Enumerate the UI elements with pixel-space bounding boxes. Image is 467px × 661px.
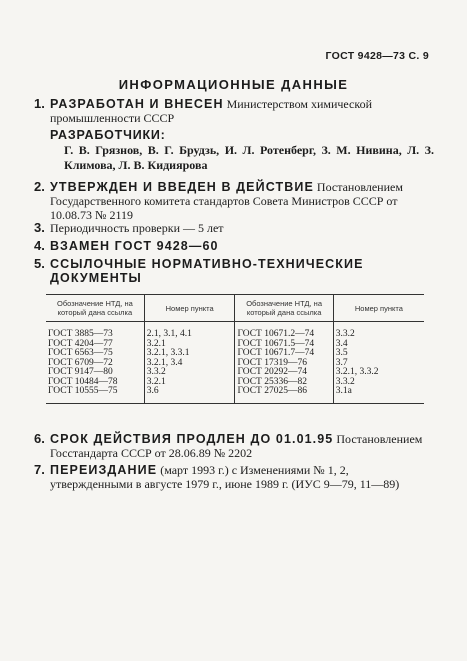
clause-number: 3.7 xyxy=(335,357,348,368)
clause-number: 3.2.1, 3.3.2 xyxy=(335,367,379,377)
doc-designation: ГОСТ 27025—86 xyxy=(237,386,307,396)
developers-heading: РАЗРАБОТЧИКИ: xyxy=(50,128,166,142)
header-doc-left: Обозначение НТД, на который дана ссылка xyxy=(46,295,144,322)
item-5 xyxy=(34,257,430,285)
doc-designation: ГОСТ 4204—77 xyxy=(48,338,113,349)
page-header: ГОСТ 9428—73 С. 9 xyxy=(325,50,429,62)
item-7-number: 7. xyxy=(34,462,45,477)
table-row xyxy=(46,322,424,404)
doc-designation: ГОСТ 6709—72 xyxy=(48,357,113,368)
item-2-text: Постановлением Государственного комитета стандартов Совета Министров СССР от 10.08.73 № 2119 xyxy=(50,180,403,222)
item-6-text: Постановлением Госстандарта СССР от 28.06.89 № 2202 xyxy=(50,432,423,460)
section-title: ИНФОРМАЦИОННЫЕ ДАННЫЕ xyxy=(118,77,349,92)
item-5-number: 5. xyxy=(34,256,45,271)
doc-designation: ГОСТ 9147—80 xyxy=(48,367,113,377)
item-6-heading: СРОК ДЕЙСТВИЯ ПРОДЛЕН ДО 01.01.95 xyxy=(50,432,334,446)
header-item-right: Номер пункта xyxy=(333,295,424,322)
item-4-number: 4. xyxy=(34,238,45,253)
clause-number: 3.2.1 xyxy=(146,338,166,349)
item-6 xyxy=(34,432,430,460)
item-7-text: (март 1993 г.) с Изменениями № 1, 2, утвержденными в августе 1979 г., июне 1989 г. (ИУС 9—79, 11—89) xyxy=(50,463,400,491)
item-2-number: 2. xyxy=(34,179,45,194)
clause-number: 3.2.1, 3.3.1 xyxy=(146,348,190,358)
clause-number: 3.2.1 xyxy=(146,376,166,387)
item-3 xyxy=(34,221,430,235)
clause-number: 2.1, 3.1, 4.1 xyxy=(146,329,192,339)
doc-designation: ГОСТ 10484—78 xyxy=(48,376,118,387)
item-1 xyxy=(34,97,430,125)
clause-number: 3.2.1, 3.4 xyxy=(146,357,183,368)
right-docs-cell xyxy=(235,322,333,404)
header-item-left: Номер пункта xyxy=(144,295,235,322)
references-table xyxy=(46,294,424,404)
doc-designation: ГОСТ 25336—82 xyxy=(237,376,307,387)
doc-designation: ГОСТ 20292—74 xyxy=(237,367,307,377)
item-1-text: Министерством химической промышленности СССР xyxy=(50,97,373,125)
clause-number: 3.4 xyxy=(335,338,348,349)
item-1-number: 1. xyxy=(34,96,45,111)
header-doc-right: Обозначение НТД, на который дана ссылка xyxy=(235,295,333,322)
item-4 xyxy=(34,239,430,253)
doc-designation: ГОСТ 10555—75 xyxy=(48,386,118,396)
clause-number: 3.3.2 xyxy=(146,367,166,377)
item-2-heading: УТВЕРЖДЕН И ВВЕДЕН В ДЕЙСТВИЕ xyxy=(50,180,314,194)
doc-designation: ГОСТ 10671.2—74 xyxy=(237,329,315,339)
developers-list: Г. В. Грязнов, В. Г. Брудзь, И. Л. Ротенберг, З. М. Нивина, Л. З. Климова, Л. В. Кидиярова xyxy=(64,143,434,172)
item-7-heading: ПЕРЕИЗДАНИЕ xyxy=(50,463,158,477)
right-items-cell xyxy=(333,322,424,404)
doc-designation: ГОСТ 3885—73 xyxy=(48,329,113,339)
clause-number: 3.1а xyxy=(335,386,352,396)
item-5-heading: ССЫЛОЧНЫЕ НОРМАТИВНО-ТЕХНИЧЕСКИЕ ДОКУМЕНТЫ xyxy=(50,257,364,285)
doc-designation: ГОСТ 17319—76 xyxy=(237,357,307,368)
item-4-heading: ВЗАМЕН ГОСТ 9428—60 xyxy=(50,239,219,253)
item-7 xyxy=(34,463,430,491)
item-2 xyxy=(34,180,430,222)
doc-designation: ГОСТ 6563—75 xyxy=(48,348,113,358)
clause-number: 3.3.2 xyxy=(335,329,355,339)
clause-number: 3.5 xyxy=(335,348,348,358)
item-3-number: 3. xyxy=(34,220,45,235)
left-items-cell xyxy=(144,322,235,404)
doc-designation: ГОСТ 10671.5—74 xyxy=(237,338,315,349)
clause-number: 3.6 xyxy=(146,386,159,396)
item-3-text: Периодичность проверки — 5 лет xyxy=(50,221,224,235)
item-1-heading: РАЗРАБОТАН И ВНЕСЕН xyxy=(50,97,224,111)
item-6-number: 6. xyxy=(34,431,45,446)
clause-number: 3.3.2 xyxy=(335,376,355,387)
doc-designation: ГОСТ 10671.7—74 xyxy=(237,348,315,358)
left-docs-cell xyxy=(46,322,144,404)
